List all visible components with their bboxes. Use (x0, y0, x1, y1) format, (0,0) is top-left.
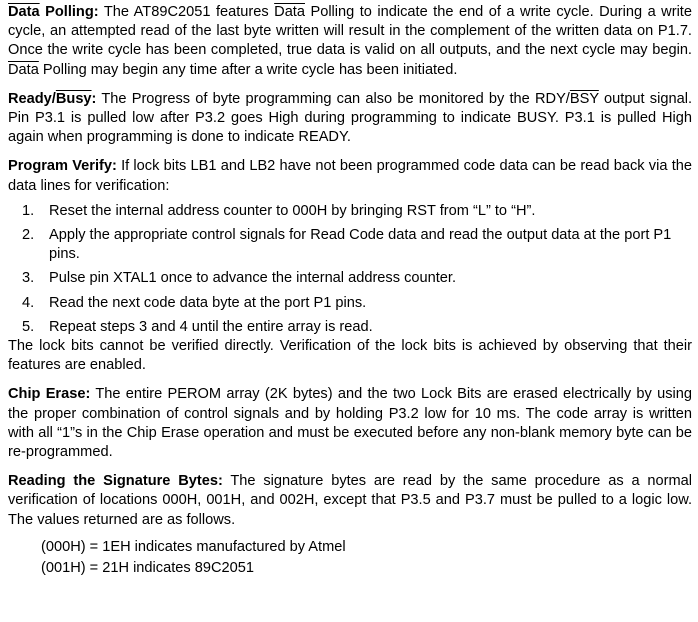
signature-value-line: (001H) = 21H indicates 89C2051 (41, 560, 254, 577)
program-verify-paragraph: Program Verify: If lock bits LB1 and LB2 have not been programmed code data can be read back via the data lines for verification: (8, 158, 692, 194)
program-verify-heading: Program Verify: (8, 158, 117, 175)
data-polling-paragraph: Data Polling: The AT89C2051 features Data Polling to indicate the end of a write cycle. During a write cycle, an attempted read of the last byte written will result in the complement of the written data on P1.7. Once the write cycle has been completed, true data is valid on all outputs, and the next cycle may begin. Data Polling may begin any time after a write cycle has been initiated. (8, 4, 692, 78)
lock-bits-note: The lock bits cannot be verified directly. Verification of the lock bits is achieved by observing that their features are enabled. (8, 338, 692, 374)
chip-erase-paragraph: Chip Erase: The entire PEROM array (2K bytes) and the two Lock Bits are erased electrically by using the proper combination of control signals and by holding P3.2 low for 10 ms. The code array is written with all “1”s in the Chip Erase operation and must be executed before any non-blank memory byte can be re-programmed. (8, 386, 692, 461)
signature-heading: Reading the Signature Bytes: (8, 473, 223, 490)
list-item: 2. Apply the appropriate control signals for Read Code data and read the output data at the port P1 pins. (22, 227, 672, 263)
document-page (8, 3, 692, 580)
signature-paragraph: Reading the Signature Bytes: The signature bytes are read by the same procedure as a normal verification of locations 000H, 001H, and 002H, except that P3.5 and P3.7 must be pulled to a logic low. The values returned are as follows. (8, 473, 692, 528)
ready-busy-heading: Ready/Busy: (8, 90, 97, 107)
ready-busy-paragraph: Ready/Busy: The Progress of byte programming can also be monitored by the RDY/$\overline{BSY}$ output signal. Pin P3.1 is pulled low after P3.2 goes High during programming to indicate BUSY. P3.1 is pulled High again when programming is done to indicate READY. (8, 90, 692, 146)
data-polling-heading: Data Polling: (8, 4, 99, 20)
signature-value-line: (000H) = 1EH indicates manufactured by Atmel (41, 538, 346, 555)
chip-erase-heading: Chip Erase: (8, 386, 91, 403)
list-item: 4. Read the next code data byte at the port P1 pins. (22, 294, 367, 311)
verify-steps-list (8, 202, 692, 337)
list-item: 1. Reset the internal address counter to 000H by bringing RST from “L” to “H”. (22, 202, 536, 219)
signature-values (8, 538, 692, 578)
list-item: 5. Repeat steps 3 and 4 until the entire array is read. (22, 318, 373, 335)
list-item: 3. Pulse pin XTAL1 once to advance the internal address counter. (22, 270, 456, 287)
